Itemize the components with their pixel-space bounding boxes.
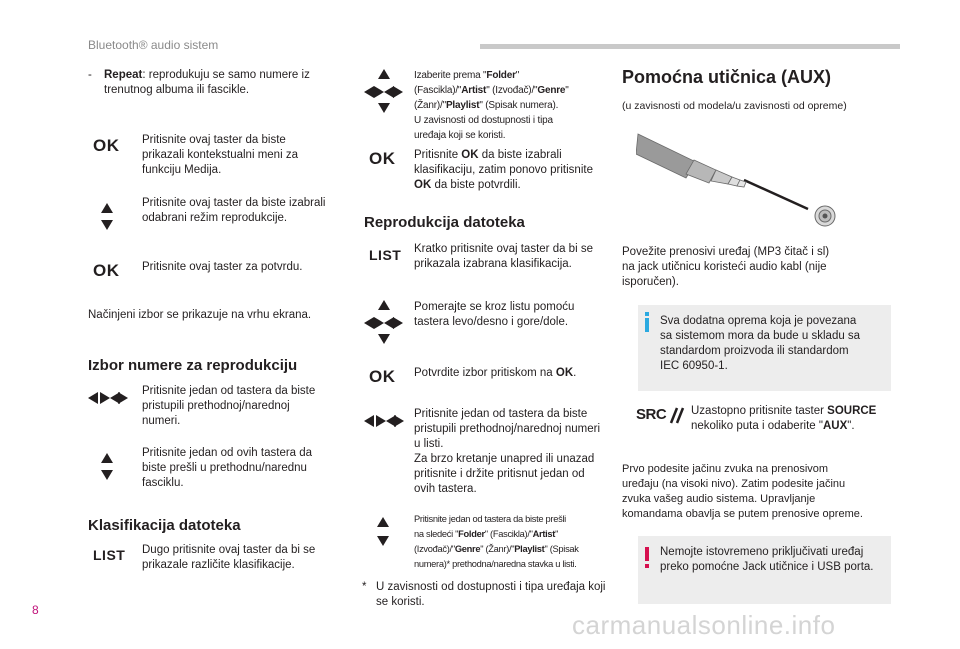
ok-confirm-text: Pritisnite ovaj taster za potvrdu. [142, 261, 303, 273]
info-icon-bar [645, 318, 649, 332]
choice-text: Načinjeni izbor se prikazuje na vrhu ekrana. [88, 309, 312, 321]
arrow-up-icon [101, 203, 113, 213]
arrow-down-icon [101, 220, 113, 230]
updown-mode-text: Pritisnite ovaj taster da biste izabrali odabrani režim reprodukcije. [142, 197, 326, 224]
aux-connect-text: Povežite prenosivi uređaj (MP3 čitač i sl) na jack utičnicu koristeći audio kabl (nije isporučen). [622, 246, 830, 288]
section-title-track: Izbor numere za reprodukciju [88, 357, 298, 374]
section-title-playback: Reprodukcija datoteka [364, 214, 525, 231]
arrow-down-icon [101, 470, 113, 480]
volume-text: Prvo podesite jačinu zvuka na prenosivom uređaju (na visoki nivo). Zatim podesite jačinu zvuka vašeg audio sistema. Upravljanje komandama obavlja se putem prenosive opreme. [622, 463, 863, 520]
arrow-up-icon [101, 453, 113, 463]
repeat-dash: - [88, 69, 92, 81]
watermark: carmanualsonline.info [572, 610, 836, 640]
arrow-up-icon [377, 517, 389, 527]
list-short-text: Kratko pritisnite ovaj taster da bi se prikazala izabrana klasifikacija. [414, 243, 593, 270]
ok-context-text: Pritisnite ovaj taster da biste prikazali kontekstualni meni za funkciju Medija. [142, 134, 298, 176]
arrow-four-way-icon [364, 69, 404, 115]
ok-button-icon: OK [93, 261, 120, 280]
aux-subtitle: (u zavisnosti od modela/u zavisnosti od opreme) [622, 100, 847, 112]
header-divider [480, 44, 900, 49]
warning-text: Nemojte istovremeno priključivati uređaj preko pomoćne Jack utičnice i USB porta. [660, 546, 874, 573]
page-number: 8 [32, 603, 39, 617]
repeat-text: Repeat: reprodukuju se samo numere iz trenutnog albuma ili fascikle. [104, 69, 310, 96]
ok-select-text: Pritisnite OK da biste izabrali klasifikaciju, zatim ponovo pritisnite OK da biste potvrdili. [414, 149, 593, 191]
arrow-left-right-icon [88, 391, 134, 405]
info-icon [645, 312, 649, 316]
warning-icon-dot [645, 564, 649, 568]
navigate-list-text: Pomerajte se kroz listu pomoću tastera levo/desno i gore/dole. [414, 301, 575, 328]
ok-button-icon: OK [93, 136, 120, 155]
list-long-text: Dugo pritisnite ovaj taster da bi se prikazale različite klasifikacije. [142, 544, 316, 571]
ok-button-icon: OK [369, 367, 396, 386]
list-button-icon: LIST [93, 547, 126, 563]
footnote-star: * [362, 581, 367, 593]
confirm-text: Potvrdite izbor pritiskom na OK. [414, 367, 577, 379]
list-button-icon: LIST [369, 247, 402, 263]
section-title-classification: Klasifikacija datoteka [88, 517, 241, 534]
jack-plug-illustration [636, 120, 846, 235]
select-classification-text: Izaberite prema "Folder" (Fascikla)/"Artist" (Izvođač)/"Genre" (Žanr)/"Playlist" (Spisak numera). U zavisnosti od dostupnosti i tipa uređaja koji se koristi. [414, 70, 569, 141]
source-button-icon: SRC [636, 404, 686, 426]
arrow-down-icon [377, 536, 389, 546]
lr-track-text: Pritisnite jedan od tastera da biste pristupili prethodnoj/narednoj numeri. [142, 385, 316, 427]
header-title: Bluetooth® audio sistem [88, 38, 219, 52]
arrow-left-right-icon [364, 414, 410, 428]
arrow-four-way-icon [364, 300, 404, 346]
lr-list-text: Pritisnite jedan od tastera da biste pristupili prethodnoj/narednoj numeri u listi. Za brzo kretanje unapred ili unazad pritisnite i držite pritisnut jedan od ovih tastera. [414, 408, 601, 495]
aux-title: Pomoćna utičnica (AUX) [622, 67, 832, 87]
info-text: Sva dodatna oprema koja je povezana sa sistemom mora da bude u skladu sa standardom proizvoda ili standardom IEC 60950-1. [660, 315, 861, 372]
updown-folder-text: Pritisnite jedan od ovih tastera da biste prešli u prethodnu/narednu fasciklu. [142, 447, 313, 489]
updown-classification-text: Pritisnite jedan od tastera da biste prešli na sledeći "Folder" (Fascikla)/"Artist" (Izvođač)/"Genre" (Žanr)/"Playlist" (Spisak numera)* prethodna/naredna stavka u listi. [414, 514, 579, 569]
warning-icon [645, 547, 649, 561]
repeat-bold: Repeat [104, 69, 143, 81]
source-text: Uzastopno pritisnite taster SOURCE nekoliko puta i odaberite "AUX". [691, 405, 877, 432]
ok-button-icon: OK [369, 149, 396, 168]
footnote-text: U zavisnosti od dostupnosti i tipa uređaja koji se koristi. [376, 581, 606, 608]
